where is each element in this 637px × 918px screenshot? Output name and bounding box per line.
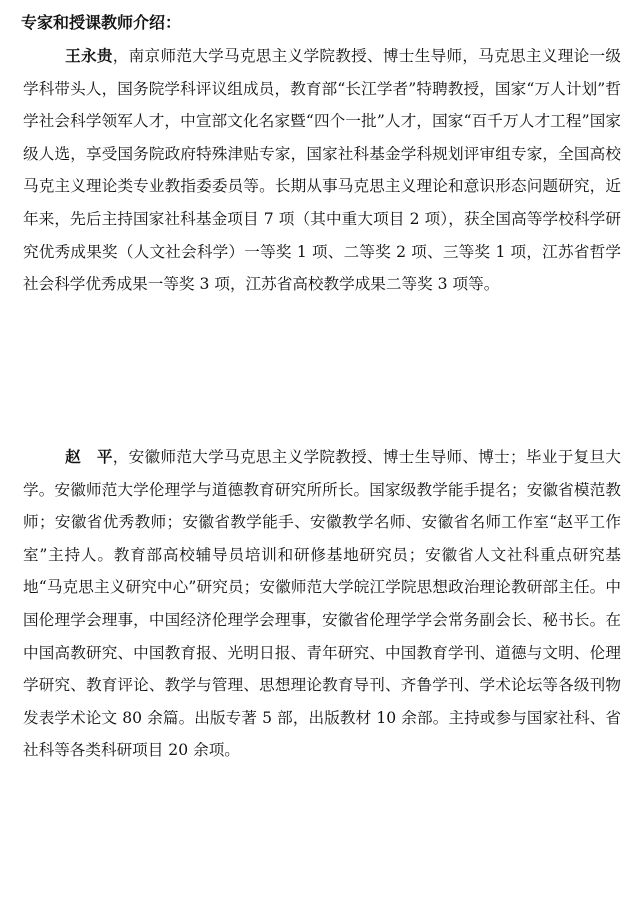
expert-name-wang-yonggui: 王永贵 [65,47,113,65]
expert-bio-zhao-ping [23,441,621,767]
expert-bio-wang-yonggui [23,40,621,301]
section-heading: 专家和授课教师介绍： [21,13,182,32]
expert-description-wang-yonggui: ，南京师范大学马克思主义学院教授、博士生导师，马克思主义理论一级学科带头人，国务院学科评议组成员，教育部“长江学者”特聘教授，国家“万人计划”哲学社会科学领军人才，中宣部文化名家暨“四个一批”人才，国家“百千万人才工程”国家级人选，享受国务院政府特殊津贴专家，国家社科基金学科规划评审组专家，全国高校马克主义理论类专业教指委委员等。长期从事马克思主义理论和意识形态问题研究，近年来，先后主持国家社科基金项目 7 项（其中重大项目 2 项），获全国高等学校科学研究优秀成果奖（人文社会科学）一等奖 1 项、二等奖 2 项、三等奖 1 项，江苏省哲学社会科学优秀成果一等奖 3 项，江苏省高校教学成果二等奖 3 项等。 [23,47,621,294]
expert-description-zhao-ping: ，安徽师范大学马克思主义学院教授、博士生导师、博士；毕业于复旦大学。安徽师范大学伦理学与道德教育研究所所长。国家级教学能手提名；安徽省模范教师；安徽省优秀教师；安徽省教学能手、安徽教学名师、安徽省名师工作室“赵平工作室”主持人。教育部高校辅导员培训和研修基地研究员；安徽省人文社科重点研究基地“马克思主义研究中心”研究员；安徽师范大学皖江学院思想政治理论教研部主任。中国伦理学会理事，中国经济伦理学会理事，安徽省伦理学学会常务副会长、秘书长。在中国高教研究、中国教育报、光明日报、青年研究、中国教育学刊、道德与文明、伦理学研究、教育评论、教学与管理、思想理论教育导刊、齐鲁学刊、学术论坛等各级刊物发表学术论文 80 余篇。出版专著 5 部，出版教材 10 余部。主持或参与国家社科、省社科等各类科研项目 20 余项。 [23,448,621,760]
expert-name-zhao-ping: 赵 平 [65,448,113,466]
